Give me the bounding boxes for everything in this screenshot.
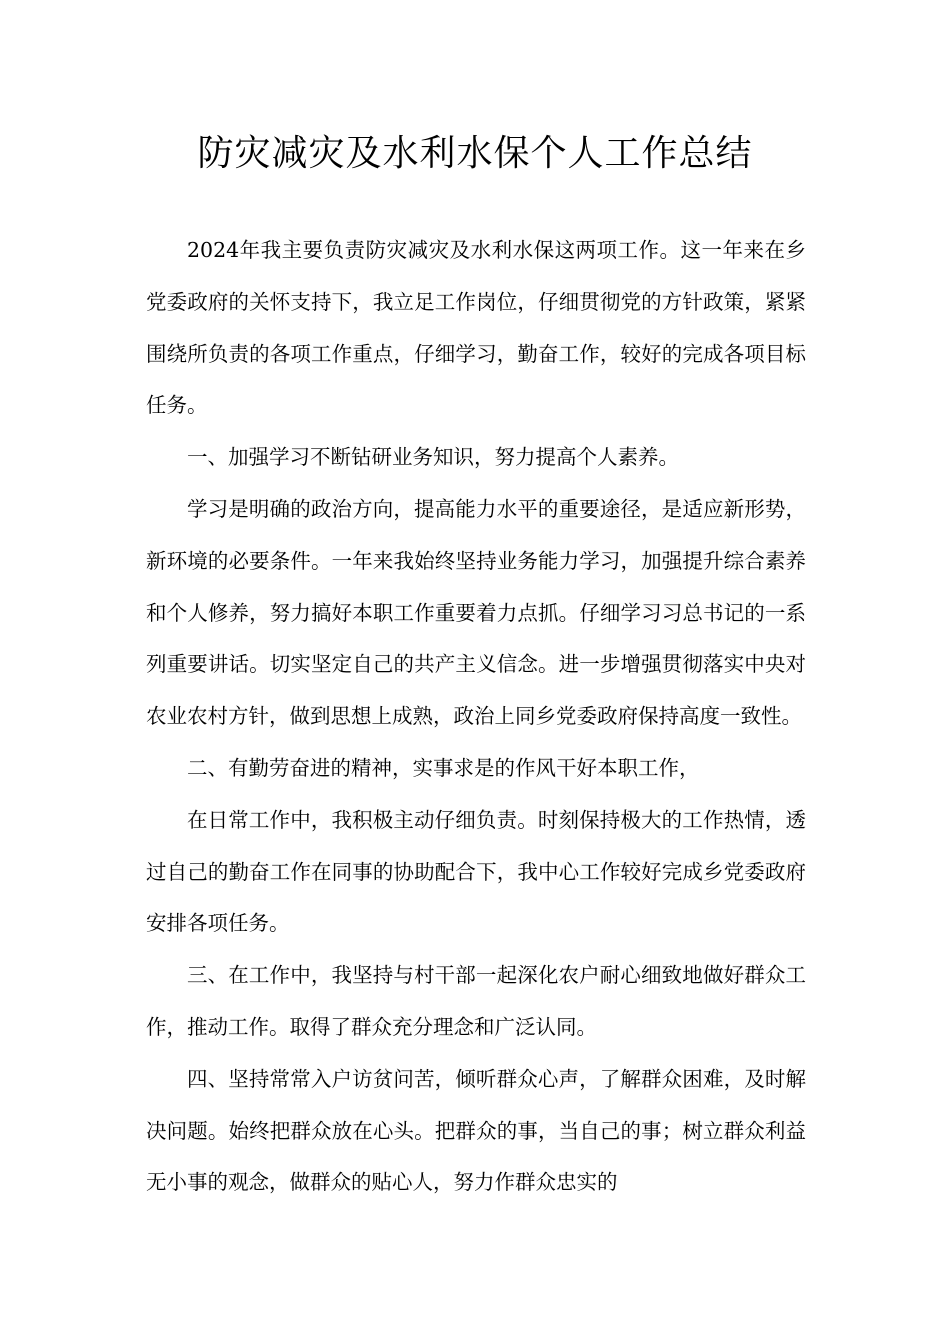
- paragraph-daily-work: 在日常工作中，我积极主动仔细负责。时刻保持极大的工作热情，透过自己的勤奋工作在同事的协助配合下，我中心工作较好完成乡党委政府安排各项任务。: [146, 807, 806, 936]
- paragraph-heading-2: 二、有勤劳奋进的精神，实事求是的作风干好本职工作，: [187, 755, 700, 780]
- paragraph-intro: 2024年我主要负责防灾减灾及水利水保这两项工作。这一年来在乡党委政府的关怀支持下，我立足工作岗位，仔细贯彻党的方针政策，紧紧围绕所负责的各项工作重点，仔细学习，勤奋工作，较好的完成各项目标任务。: [146, 238, 806, 418]
- paragraph-heading-1: 一、加强学习不断钻研业务知识，努力提高个人素养。: [187, 445, 679, 470]
- paragraph-study: 学习是明确的政治方向，提高能力水平的重要途径，是适应新形势，新环境的必要条件。一年来我始终坚持业务能力学习，加强提升综合素养和个人修养，努力搞好本职工作重要着力点抓。仔细学习习总书记的一系列重要讲话。切实坚定自己的共产主义信念。进一步增强贯彻落实中央对农业农村方针，做到思想上成熟，政治上同乡党委政府保持高度一致性。: [146, 496, 806, 729]
- document-body: [146, 225, 806, 1209]
- paragraph-heading-3: 三、在工作中，我坚持与村干部一起深化农户耐心细致地做好群众工作，推动工作。取得了群众充分理念和广泛认同。: [146, 963, 806, 1039]
- document-title: 防灾减灾及水利水保个人工作总结: [197, 133, 753, 174]
- paragraph-heading-4: 四、坚持常常入户访贫问苦，倾听群众心声，了解群众困难，及时解决问题。始终把群众放在心头。把群众的事，当自己的事；树立群众利益无小事的观念，做群众的贴心人，努力作群众忠实的: [146, 1066, 806, 1195]
